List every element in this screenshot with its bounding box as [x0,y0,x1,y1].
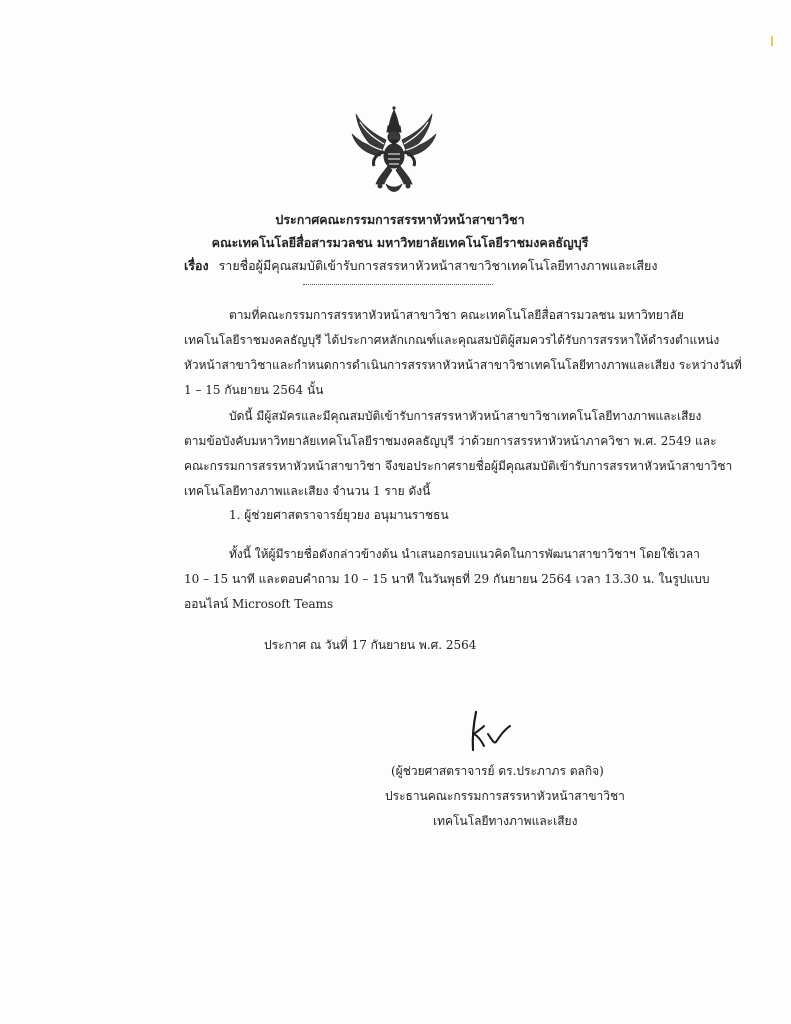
paragraph-2-line: บัดนี้ มีผู้สมัครและมีคุณสมบัติเข้ารับการสรรหาหัวหน้าสาขาวิชาเทคโนโลยีทางภาพและเสียง [229,409,702,423]
candidate-item: 1. ผู้ช่วยศาสตราจารย์ยุวยง อนุมานราชธน [229,508,449,522]
paragraph-3-line: ทั้งนี้ ให้ผู้มีรายชื่อดังกล่าวข้างต้น นำเสนอกรอบแนวคิดในการพัฒนาสาขาวิชาฯ โดยใช้เวลา [229,547,700,561]
paragraph-3-line: ออนไลน์ Microsoft Teams [184,597,334,611]
paragraph-2-line: คณะกรรมการสรรหาหัวหน้าสาขาวิชา จึงขอประกาศรายชื่อผู้มีคุณสมบัติเข้ารับการสรรหาหัวหน้าสาขาวิชา [184,459,733,473]
paragraph-2-line: ตามข้อบังคับมหาวิทยาลัยเทคโนโลยีราชมงคลธัญบุรี ว่าด้วยการสรรหาหัวหน้าภาควิชา พ.ศ. 2549 และ [184,434,717,448]
subject-text: รายชื่อผู้มีคุณสมบัติเข้ารับการสรรหาหัวหน้าสาขาวิชาเทคโนโลยีทางภาพและเสียง [218,258,658,273]
paragraph-1-line: ตามที่คณะกรรมการสรรหาหัวหน้าสาขาวิชา คณะเทคโนโลยีสื่อสารมวลชน มหาวิทยาลัย [229,308,684,322]
paragraph-3-line: 10 – 15 นาที และตอบคำถาม 10 – 15 นาที ในวันพุธที่ 29 กันยายน 2564 เวลา 13.30 น. ในรูปแบบ [184,572,710,586]
subject-line [184,256,657,276]
paragraph-1-line: 1 – 15 กันยายน 2564 นั้น [184,383,324,397]
paragraph-1-line: หัวหน้าสาขาวิชาและกำหนดการดำเนินการสรรหาหัวหน้าสาขาวิชาเทคโนโลยีทางภาพและเสียง ระหว่างวันที่ [184,358,742,372]
paragraph-2-line: เทคโนโลยีทางภาพและเสียง จำนวน 1 ราย ดังนี้ [184,484,431,498]
announcement-date: ประกาศ ณ วันที่ 17 กันยายน พ.ศ. 2564 [264,638,477,652]
scan-mark [771,36,773,46]
faculty-university-line: คณะเทคโนโลยีสื่อสารมวลชน มหาวิทยาลัยเทคโนโลยีราชมงคลธัญบุรี [211,235,589,250]
subject-label: เรื่อง [184,258,209,273]
announcement-title: ประกาศคณะกรรมการสรรหาหัวหน้าสาขาวิชา [275,212,525,227]
garuda-emblem-icon [346,104,442,200]
signatory-title-2: เทคโนโลยีทางภาพและเสียง [433,814,578,828]
signatory-title: ประธานคณะกรรมการสรรหาหัวหน้าสาขาวิชา [385,789,625,803]
handwritten-signature [454,706,514,756]
signatory-name: (ผู้ช่วยศาสตราจารย์ ดร.ประภาภร ตลกิจ) [391,764,604,778]
paragraph-1-line: เทคโนโลยีราชมงคลธัญบุรี ได้ประกาศหลักเกณฑ์และคุณสมบัติผู้สมควรได้รับการสรรหาให้ดำรงตำแหน่ง [184,333,720,347]
dotted-divider [303,284,493,285]
